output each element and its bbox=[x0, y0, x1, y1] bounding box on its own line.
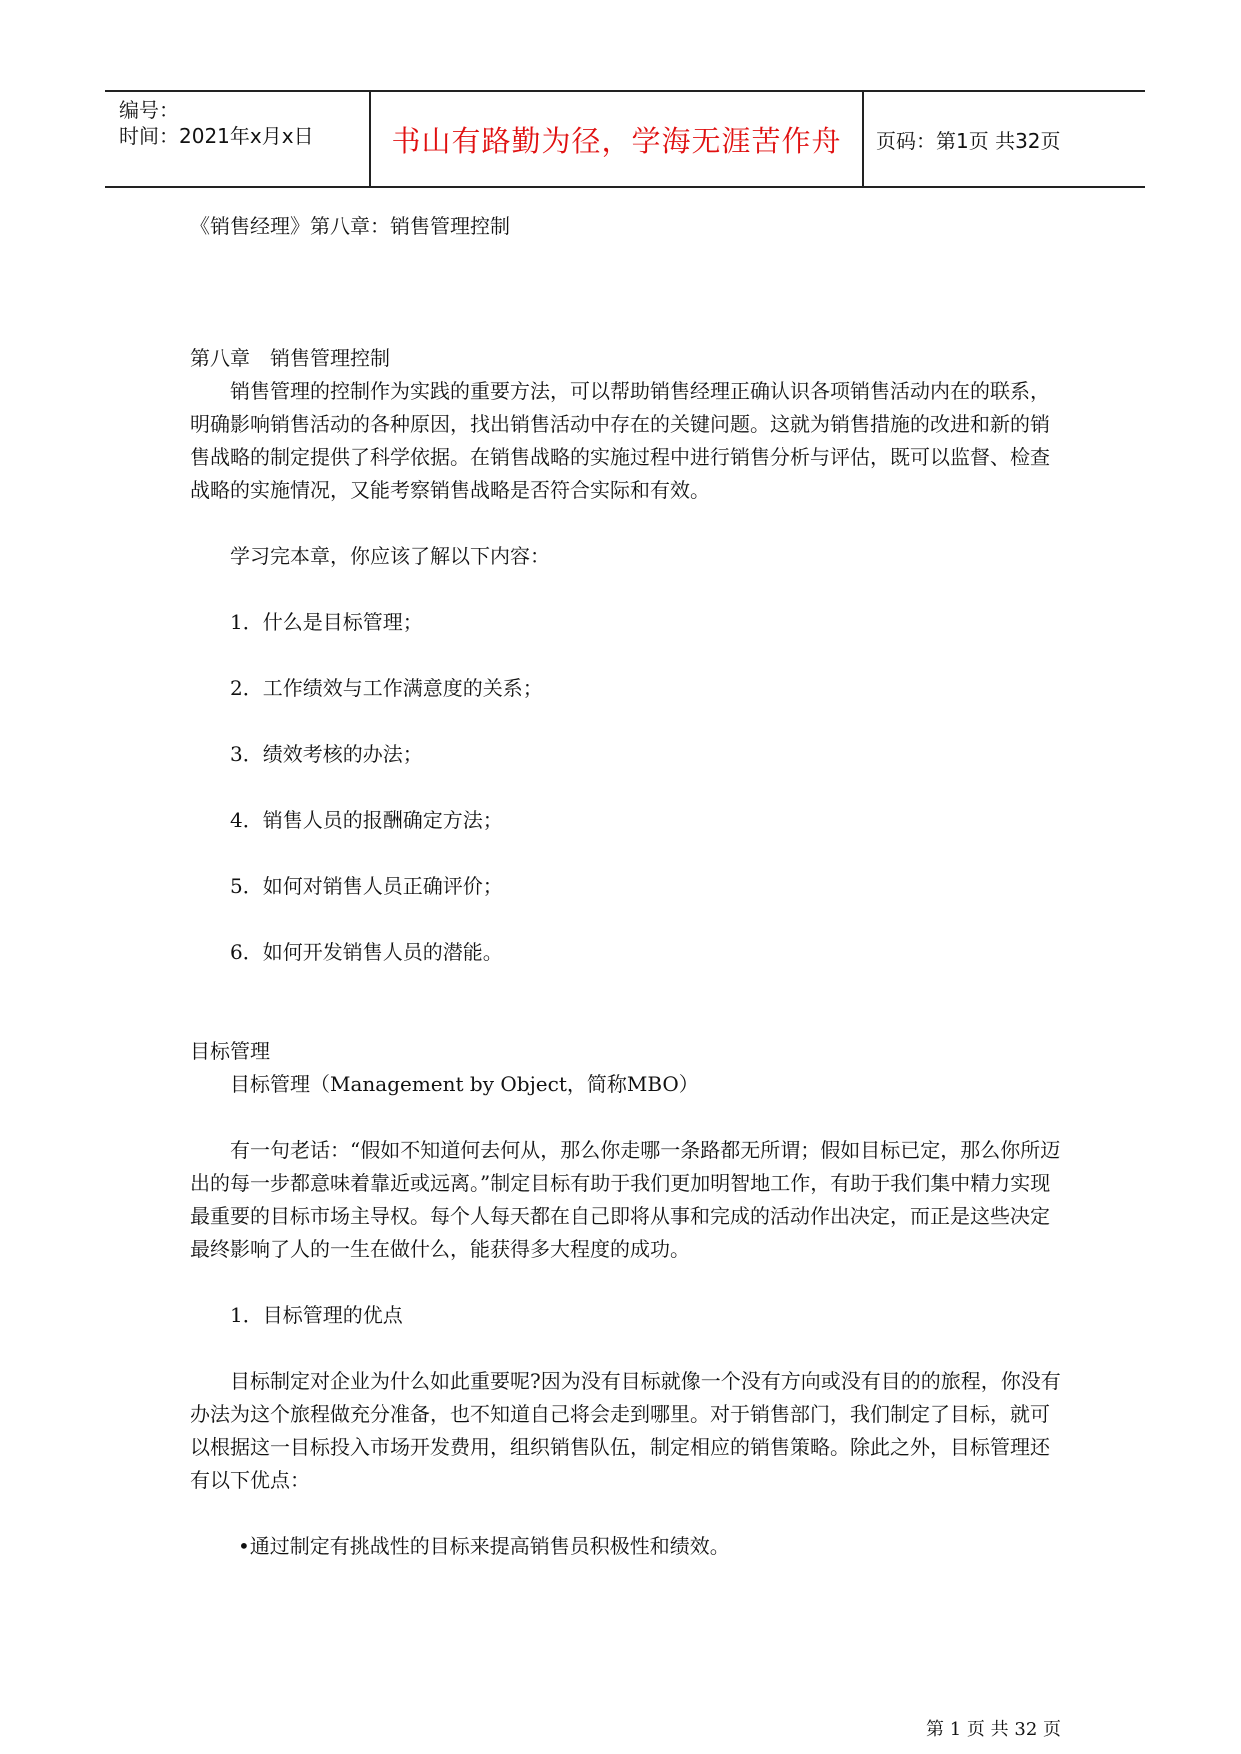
list-item: 3．绩效考核的办法； bbox=[230, 742, 423, 766]
chapter-heading: 第八章 销售管理控制 bbox=[190, 346, 390, 370]
intro-paragraph: 销售管理的控制作为实践的重要方法，可以帮助销售经理正确认识各项销售活动内在的联系，明确影响销售活动的各种原因，找出销售活动中存在的关键问题。这就为销售措施的改进和新的销售战略的制定提供了科学依据。在销售战略的实施过程中进行销售分析与评估，既可以监督、检查战略的实施情况，又能考察销售战略是否符合实际和有效。 bbox=[190, 379, 1050, 502]
list-item: 4．销售人员的报酬确定方法； bbox=[230, 808, 503, 832]
list-item: 6．如何开发销售人员的潜能。 bbox=[230, 940, 503, 964]
list-item: 1．什么是目标管理； bbox=[230, 610, 423, 634]
proverb-paragraph: 有一句老话：“假如不知道何去何从，那么你走哪一条路都无所谓；假如目标已定，那么你所迈出的每一步都意味着靠近或远离。”制定目标有助于我们更加明智地工作，有助于我们集中精力实现最重要的目标市场主导权。每个人每天都在自己即将从事和完成的活动作出决定，而正是这些决定最终影响了人的一生在做什么，能获得多大程度的成功。 bbox=[190, 1138, 1061, 1261]
document-title: 《销售经理》第八章：销售管理控制 bbox=[190, 214, 510, 238]
header-page-cell bbox=[860, 92, 1145, 186]
time-label: 时间：2021年x月x日 bbox=[119, 124, 314, 148]
section-heading: 目标管理 bbox=[190, 1039, 270, 1063]
motto-text: 书山有路勤为径，学海无涯苦作舟 bbox=[391, 123, 842, 158]
page-info: 页码：第1页 共32页 bbox=[876, 128, 1061, 153]
header-motto-cell bbox=[369, 92, 864, 186]
page-footer: 第 1 页 共 32 页 bbox=[926, 1719, 1061, 1740]
header-left-cell bbox=[105, 92, 369, 186]
mbo-line: 目标管理（Management by Object，简称MBO） bbox=[230, 1072, 699, 1096]
sub-heading: 1．目标管理的优点 bbox=[230, 1303, 403, 1327]
learn-intro: 学习完本章，你应该了解以下内容： bbox=[230, 544, 550, 568]
list-item: 5．如何对销售人员正确评价； bbox=[230, 874, 503, 898]
goal-paragraph: 目标制定对企业为什么如此重要呢?因为没有目标就像一个没有方向或没有目的的旅程，你没有办法为这个旅程做充分准备，也不知道自己将会走到哪里。对于销售部门，我们制定了目标，就可以根据这一目标投入市场开发费用，组织销售队伍，制定相应的销售策略。除此之外，目标管理还有以下优点： bbox=[190, 1369, 1061, 1492]
serial-label: 编号： bbox=[119, 98, 179, 122]
document-body bbox=[190, 210, 1066, 1563]
list-item: 2．工作绩效与工作满意度的关系； bbox=[230, 676, 543, 700]
page-header bbox=[105, 90, 1145, 188]
bullet-item: •通过制定有挑战性的目标来提高销售员积极性和绩效。 bbox=[238, 1534, 730, 1558]
